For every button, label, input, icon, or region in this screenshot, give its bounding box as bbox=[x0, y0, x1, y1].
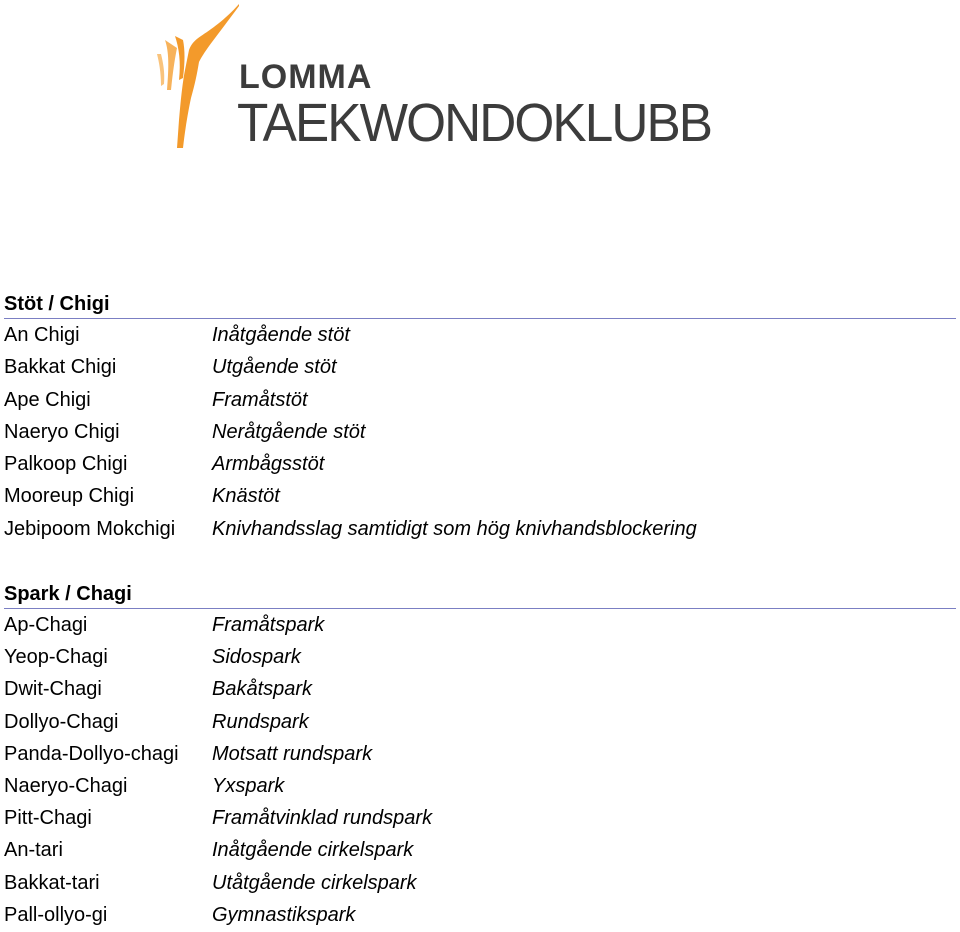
term-swedish: Neråtgående stöt bbox=[212, 420, 366, 443]
term-row bbox=[4, 706, 956, 738]
term-swedish: Framåtspark bbox=[212, 614, 325, 636]
term-swedish: Knivhandsslag samtidigt som hög knivhandsblockering bbox=[212, 517, 697, 540]
term-swedish: Knästöt bbox=[212, 485, 280, 508]
term-swedish: Inåtgående cirkelspark bbox=[212, 839, 414, 862]
term-korean: Palkoop Chigi bbox=[4, 453, 128, 476]
logo-line-taekwondoklubb: TAEKWONDOKLUBB bbox=[237, 93, 712, 153]
term-korean: Panda-Dollyo-chagi bbox=[4, 742, 179, 765]
term-swedish: Utgående stöt bbox=[212, 356, 337, 379]
logo-line-lomma: LOMMA bbox=[239, 58, 373, 96]
term-korean: Bakkat Chigi bbox=[4, 356, 117, 379]
term-row bbox=[4, 899, 956, 931]
section-stot-chigi bbox=[4, 290, 956, 545]
term-korean: Pitt-Chagi bbox=[4, 807, 92, 830]
term-swedish: Framåtstöt bbox=[212, 388, 308, 411]
term-korean: Ape Chigi bbox=[4, 388, 91, 411]
term-row bbox=[4, 513, 956, 545]
term-korean: Pall-ollyo-gi bbox=[4, 903, 108, 926]
term-row bbox=[4, 867, 956, 899]
term-row bbox=[4, 384, 956, 416]
term-row bbox=[4, 319, 956, 351]
term-swedish: Armbågsstöt bbox=[212, 453, 325, 476]
section-spark-chagi bbox=[4, 580, 956, 931]
term-swedish: Framåtvinklad rundspark bbox=[212, 807, 433, 830]
term-row bbox=[4, 770, 956, 802]
term-row bbox=[4, 673, 956, 705]
term-row bbox=[4, 416, 956, 448]
term-row bbox=[4, 802, 956, 834]
term-korean: Naeryo-Chagi bbox=[4, 774, 128, 797]
term-row bbox=[4, 641, 956, 673]
term-korean: Mooreup Chigi bbox=[4, 485, 135, 508]
section-title: Spark / Chagi bbox=[4, 580, 956, 609]
term-row bbox=[4, 738, 956, 770]
term-swedish: Inåtgående stöt bbox=[212, 324, 350, 346]
term-row bbox=[4, 609, 956, 641]
term-row bbox=[4, 351, 956, 383]
term-korean: An Chigi bbox=[4, 324, 80, 346]
term-swedish: Motsatt rundspark bbox=[212, 742, 373, 765]
term-korean: Bakkat-tari bbox=[4, 871, 100, 894]
term-korean: Dollyo-Chagi bbox=[4, 710, 119, 733]
term-korean: Naeryo Chigi bbox=[4, 420, 120, 443]
term-swedish: Yxspark bbox=[212, 774, 285, 797]
kicking-figure-logo-icon bbox=[155, 0, 250, 160]
term-korean: Dwit-Chagi bbox=[4, 678, 102, 701]
term-korean: Ap-Chagi bbox=[4, 614, 88, 636]
term-korean: Jebipoom Mokchigi bbox=[4, 517, 176, 540]
term-swedish: Rundspark bbox=[212, 710, 309, 733]
term-korean: An-tari bbox=[4, 839, 63, 862]
club-logo bbox=[155, 0, 795, 160]
term-row bbox=[4, 448, 956, 480]
term-row bbox=[4, 834, 956, 866]
section-title: Stöt / Chigi bbox=[4, 290, 956, 319]
term-swedish: Bakåtspark bbox=[212, 678, 313, 701]
term-swedish: Utåtgående cirkelspark bbox=[212, 871, 417, 894]
term-swedish: Gymnastikspark bbox=[212, 903, 356, 926]
term-swedish: Sidospark bbox=[212, 646, 301, 669]
term-row bbox=[4, 480, 956, 512]
term-korean: Yeop-Chagi bbox=[4, 646, 108, 669]
